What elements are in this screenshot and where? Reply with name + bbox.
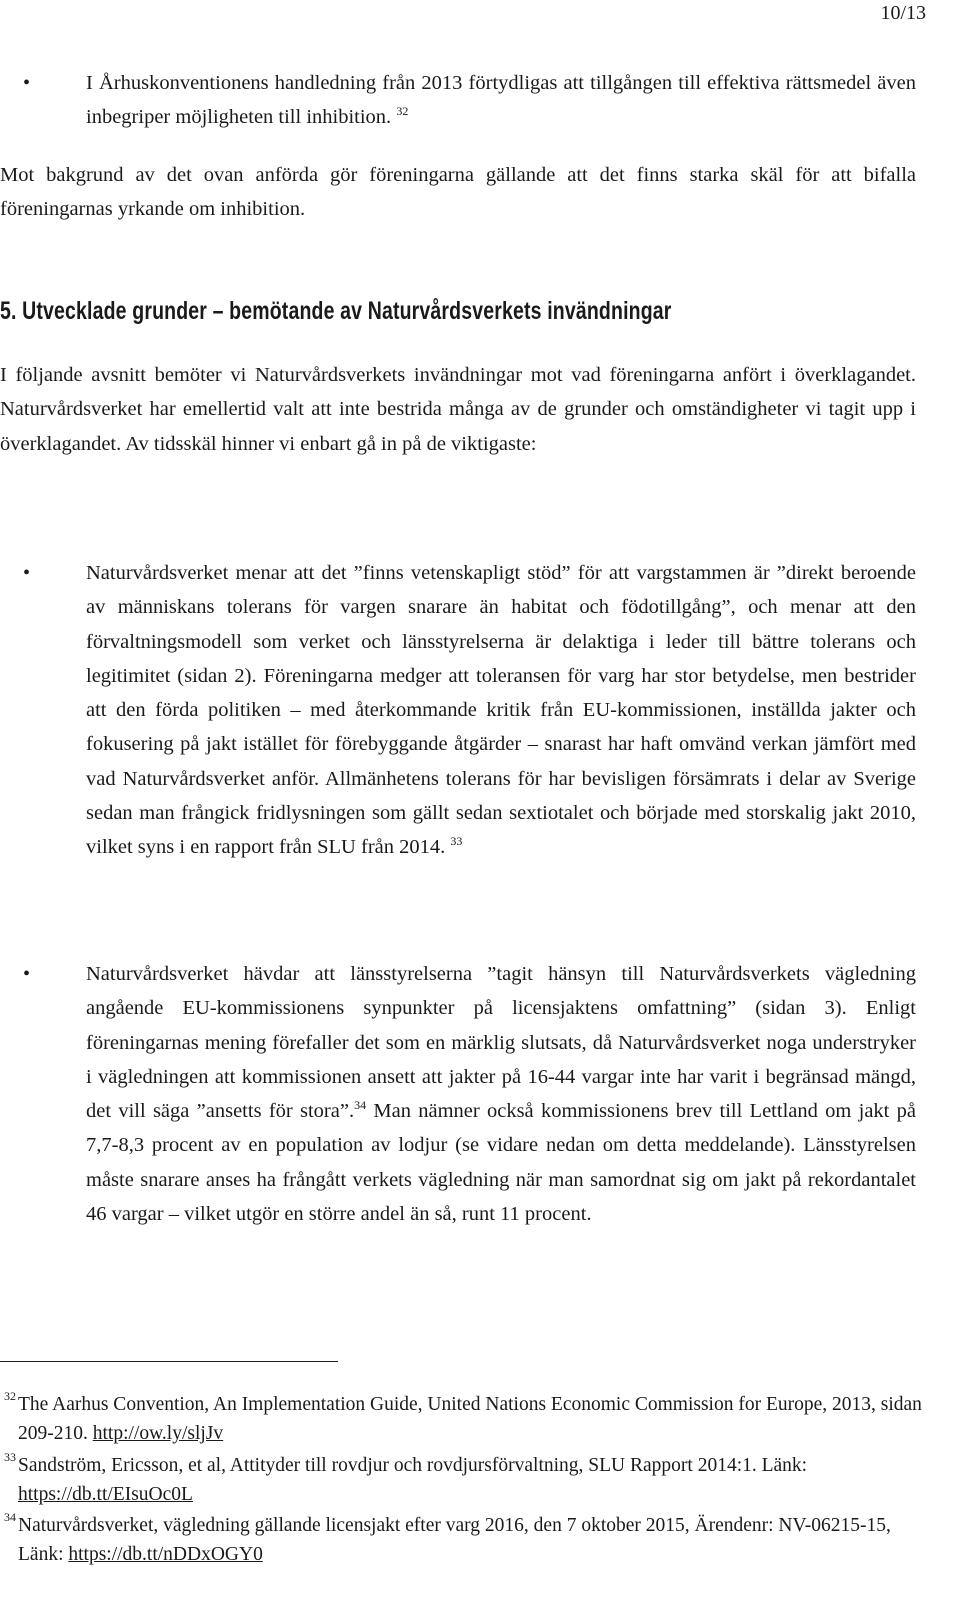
conclusion-paragraph: Mot bakgrund av det ovan anförda gör föreningarna gällande att det finns starka skäl för att bifalla föreningarnas yrkande om inhibition. [0,164,916,221]
footnote-ref-33[interactable]: 33 [450,834,463,849]
footnote-ref-32[interactable]: 32 [396,104,409,119]
bullet-dot: • [23,963,31,985]
footnote-34 [4,1511,930,1569]
footnote-link[interactable]: http://ow.ly/sljJv [92,1423,224,1444]
section-heading: 5. Utvecklade grunder – bemötande av Naturvårdsverkets invändningar [0,297,672,325]
footnote-number: 33 [4,1450,16,1464]
footnote-32 [4,1390,930,1448]
footnote-33 [4,1451,930,1509]
bullet-aarhus [23,66,916,135]
bullet-tolerance-text: Naturvårdsverket menar att det ”finns vetenskapligt stöd” för att vargstammen är ”direkt beroende av människans tolerans för vargen snarare än habitat och födotillgång”, och menar att den förvaltningsmodell som verket och länsstyrelserna är delaktiga i leder till bättre tolerans och legitimitet (sidan 2). Föreningarna medger att toleransen för varg har stor betydelse, men bestrider att den förda politiken – med återkommande kritik från EU-kommissionen, inställda jakter och fokusering på jakt istället för förebyggande åtgärder – snarast har haft omvänd verkan jämfört med vad Naturvårdsverket anför. Allmänhetens tolerans för har bevisligen försämrats i delar av Sverige sedan man frångick fridlysningen som gällt sedan sextiotalet och började med storskalig jakt 2010, vilket syns i en rapport från SLU från 2014. [86,562,916,859]
footnote-link[interactable]: https://db.tt/EIsuOc0L [18,1484,193,1505]
page-number: 10/13 [880,2,926,24]
footnote-ref-34[interactable]: 34 [354,1098,367,1113]
bullet-guidance [23,957,916,1231]
footnote-number: 34 [4,1510,16,1524]
footnote-text: Sandström, Ericsson, et al, Attityder till rovdjur och rovdjursförvaltning, SLU Rapport 2014:1. Länk: [18,1455,808,1476]
bullet-aarhus-text: I Århuskonventionens handledning från 2013 förtydligas att tillgången till effektiva rättsmedel även inbegriper möjligheten till inhibition. [86,72,916,129]
footnote-number: 32 [4,1389,16,1403]
footnote-link[interactable]: https://db.tt/nDDxOGY0 [68,1544,263,1565]
bullet-guidance-text-before: Naturvårdsverket hävdar att länsstyrelserna ”tagit hänsyn till Naturvårdsverkets vägledning angående EU-kommissionens synpunkter på licensjaktens omfattning” (sidan 3). Enligt föreningarnas mening förefaller det som en märklig slutsats, då Naturvårdsverket noga understryker i vägledningen att kommissionen ansett att jakter på 16-44 vargar inte har varit i begränsad mängd, det vill säga ”ansetts för stora”. [86,963,916,1123]
bullet-dot: • [23,72,31,94]
bullet-dot: • [23,562,31,584]
footnote-divider [0,1361,338,1362]
footnote-text: The Aarhus Convention, An Implementation Guide, United Nations Economic Commission for Europe, 2013, sidan 209-210. [18,1394,922,1444]
footnote-text: Naturvårdsverket, vägledning gällande licensjakt efter varg 2016, den 7 oktober 2015, Ärendenr: NV-06215-15, Länk: [18,1515,891,1565]
bullet-guidance-text-after: Man nämner också kommissionens brev till Lettland om jakt på 7,7-8,3 procent av en population av lodjur (se vidare nedan om detta meddelande). Länsstyrelsen måste snarare anses ha frångått verkets vägledning när man samordnat sig om jakt på rekordantalet 46 vargar – vilket utgör en större andel än så, runt 11 procent. [86,1100,916,1226]
intro-paragraph: I följande avsnitt bemöter vi Naturvårdsverkets invändningar mot vad föreningarna anfört i överklagandet. Naturvårdsverket har emellertid valt att inte bestrida många av de grunder och omständigheter vi tagit upp i överklagandet. Av tidsskäl hinner vi enbart gå in på de viktigaste: [0,364,916,455]
bullet-tolerance [23,556,916,865]
